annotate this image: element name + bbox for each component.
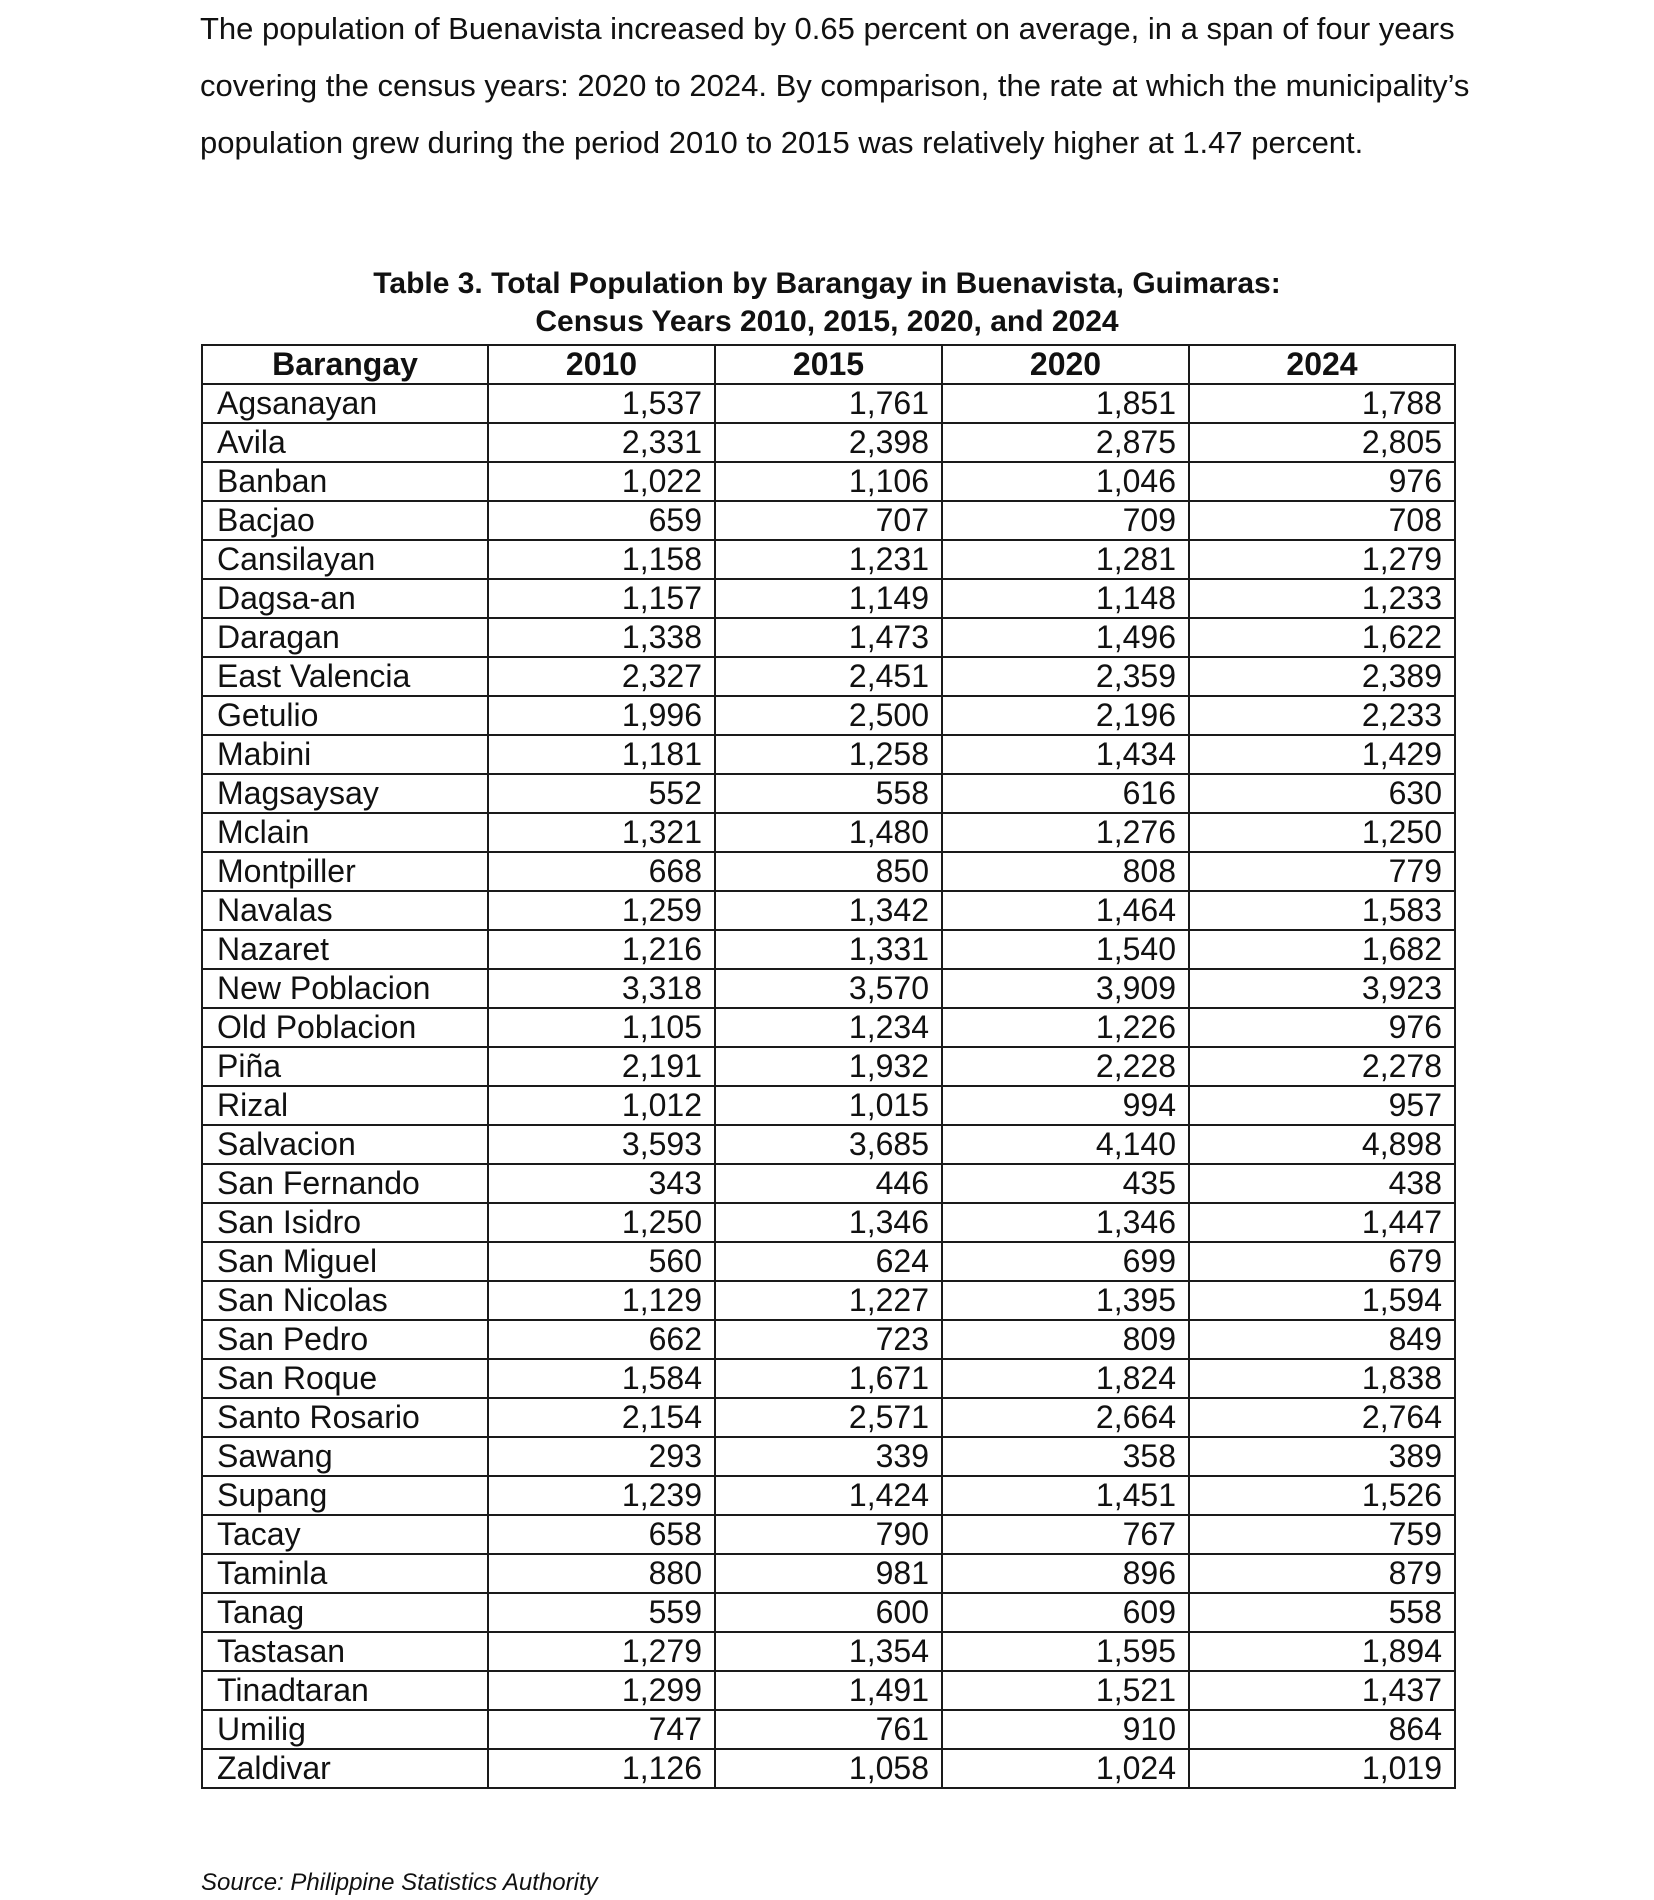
pop-2010: 3,593 bbox=[488, 1125, 715, 1164]
pop-2010: 1,157 bbox=[488, 579, 715, 618]
pop-2010: 2,327 bbox=[488, 657, 715, 696]
table-row bbox=[202, 1164, 1455, 1203]
barangay-name: Dagsa-an bbox=[202, 579, 488, 618]
pop-2010: 1,239 bbox=[488, 1476, 715, 1515]
barangay-name: Mclain bbox=[202, 813, 488, 852]
pop-2010: 1,158 bbox=[488, 540, 715, 579]
pop-2010: 1,338 bbox=[488, 618, 715, 657]
pop-2015: 1,354 bbox=[715, 1632, 942, 1671]
barangay-name: Old Poblacion bbox=[202, 1008, 488, 1047]
pop-2020: 1,281 bbox=[942, 540, 1189, 579]
table-row bbox=[202, 579, 1455, 618]
pop-2020: 809 bbox=[942, 1320, 1189, 1359]
pop-2010: 1,279 bbox=[488, 1632, 715, 1671]
pop-2020: 2,228 bbox=[942, 1047, 1189, 1086]
pop-2015: 1,342 bbox=[715, 891, 942, 930]
pop-2020: 2,875 bbox=[942, 423, 1189, 462]
pop-2024: 2,805 bbox=[1189, 423, 1455, 462]
pop-2015: 1,149 bbox=[715, 579, 942, 618]
pop-2015: 1,480 bbox=[715, 813, 942, 852]
pop-2024: 976 bbox=[1189, 1008, 1455, 1047]
pop-2010: 560 bbox=[488, 1242, 715, 1281]
table-row bbox=[202, 774, 1455, 813]
pop-2024: 3,923 bbox=[1189, 969, 1455, 1008]
barangay-name: Agsanayan bbox=[202, 384, 488, 423]
table-row bbox=[202, 1593, 1455, 1632]
pop-2024: 1,429 bbox=[1189, 735, 1455, 774]
pop-2010: 3,318 bbox=[488, 969, 715, 1008]
pop-2020: 1,824 bbox=[942, 1359, 1189, 1398]
barangay-name: Bacjao bbox=[202, 501, 488, 540]
barangay-name: Rizal bbox=[202, 1086, 488, 1125]
pop-2015: 1,227 bbox=[715, 1281, 942, 1320]
pop-2024: 1,583 bbox=[1189, 891, 1455, 930]
table-row bbox=[202, 735, 1455, 774]
pop-2010: 1,105 bbox=[488, 1008, 715, 1047]
pop-2010: 658 bbox=[488, 1515, 715, 1554]
pop-2020: 896 bbox=[942, 1554, 1189, 1593]
pop-2010: 1,126 bbox=[488, 1749, 715, 1788]
pop-2015: 790 bbox=[715, 1515, 942, 1554]
pop-2015: 446 bbox=[715, 1164, 942, 1203]
pop-2010: 293 bbox=[488, 1437, 715, 1476]
table-row bbox=[202, 1437, 1455, 1476]
table-row bbox=[202, 930, 1455, 969]
barangay-name: Avila bbox=[202, 423, 488, 462]
header-2015: 2015 bbox=[715, 345, 942, 384]
pop-2020: 1,434 bbox=[942, 735, 1189, 774]
table-caption-line-2: Census Years 2010, 2015, 2020, and 2024 bbox=[535, 305, 1119, 338]
pop-2024: 1,233 bbox=[1189, 579, 1455, 618]
pop-2024: 630 bbox=[1189, 774, 1455, 813]
pop-2010: 1,299 bbox=[488, 1671, 715, 1710]
pop-2010: 2,154 bbox=[488, 1398, 715, 1437]
pop-2015: 1,671 bbox=[715, 1359, 942, 1398]
pop-2015: 1,331 bbox=[715, 930, 942, 969]
barangay-name: Mabini bbox=[202, 735, 488, 774]
pop-2015: 1,473 bbox=[715, 618, 942, 657]
barangay-name: San Pedro bbox=[202, 1320, 488, 1359]
header-barangay: Barangay bbox=[202, 345, 488, 384]
barangay-name: Tanag bbox=[202, 1593, 488, 1632]
pop-2015: 761 bbox=[715, 1710, 942, 1749]
barangay-name: Piña bbox=[202, 1047, 488, 1086]
table-row bbox=[202, 540, 1455, 579]
pop-2015: 600 bbox=[715, 1593, 942, 1632]
pop-2020: 910 bbox=[942, 1710, 1189, 1749]
pop-2010: 1,321 bbox=[488, 813, 715, 852]
pop-2020: 699 bbox=[942, 1242, 1189, 1281]
table-row bbox=[202, 1359, 1455, 1398]
table-caption bbox=[200, 265, 1454, 341]
barangay-name: Cansilayan bbox=[202, 540, 488, 579]
pop-2015: 1,491 bbox=[715, 1671, 942, 1710]
barangay-name: San Fernando bbox=[202, 1164, 488, 1203]
pop-2015: 1,106 bbox=[715, 462, 942, 501]
barangay-name: Navalas bbox=[202, 891, 488, 930]
pop-2010: 2,331 bbox=[488, 423, 715, 462]
table-row bbox=[202, 1320, 1455, 1359]
barangay-name: Tacay bbox=[202, 1515, 488, 1554]
pop-2020: 2,664 bbox=[942, 1398, 1189, 1437]
pop-2024: 389 bbox=[1189, 1437, 1455, 1476]
table-row bbox=[202, 1203, 1455, 1242]
pop-2024: 708 bbox=[1189, 501, 1455, 540]
pop-2024: 1,447 bbox=[1189, 1203, 1455, 1242]
pop-2020: 1,046 bbox=[942, 462, 1189, 501]
pop-2010: 343 bbox=[488, 1164, 715, 1203]
pop-2015: 1,932 bbox=[715, 1047, 942, 1086]
table-row bbox=[202, 501, 1455, 540]
pop-2020: 435 bbox=[942, 1164, 1189, 1203]
pop-2020: 1,521 bbox=[942, 1671, 1189, 1710]
pop-2020: 1,148 bbox=[942, 579, 1189, 618]
pop-2015: 2,451 bbox=[715, 657, 942, 696]
pop-2024: 558 bbox=[1189, 1593, 1455, 1632]
barangay-name: Getulio bbox=[202, 696, 488, 735]
pop-2010: 880 bbox=[488, 1554, 715, 1593]
pop-2020: 1,540 bbox=[942, 930, 1189, 969]
population-table bbox=[201, 344, 1456, 1789]
pop-2024: 1,279 bbox=[1189, 540, 1455, 579]
pop-2010: 2,191 bbox=[488, 1047, 715, 1086]
header-2010: 2010 bbox=[488, 345, 715, 384]
pop-2020: 616 bbox=[942, 774, 1189, 813]
pop-2015: 1,234 bbox=[715, 1008, 942, 1047]
pop-2020: 358 bbox=[942, 1437, 1189, 1476]
pop-2024: 1,437 bbox=[1189, 1671, 1455, 1710]
pop-2010: 659 bbox=[488, 501, 715, 540]
pop-2015: 1,058 bbox=[715, 1749, 942, 1788]
barangay-name: San Miguel bbox=[202, 1242, 488, 1281]
pop-2020: 4,140 bbox=[942, 1125, 1189, 1164]
pop-2015: 339 bbox=[715, 1437, 942, 1476]
pop-2015: 2,398 bbox=[715, 423, 942, 462]
barangay-name: Magsaysay bbox=[202, 774, 488, 813]
header-2024: 2024 bbox=[1189, 345, 1455, 384]
pop-2010: 552 bbox=[488, 774, 715, 813]
pop-2020: 3,909 bbox=[942, 969, 1189, 1008]
pop-2020: 1,451 bbox=[942, 1476, 1189, 1515]
pop-2024: 864 bbox=[1189, 1710, 1455, 1749]
pop-2015: 2,571 bbox=[715, 1398, 942, 1437]
table-source: Source: Philippine Statistics Authority bbox=[201, 1869, 598, 1896]
table-row bbox=[202, 813, 1455, 852]
table-row bbox=[202, 1125, 1455, 1164]
barangay-name: Nazaret bbox=[202, 930, 488, 969]
barangay-name: Umilig bbox=[202, 1710, 488, 1749]
pop-2024: 879 bbox=[1189, 1554, 1455, 1593]
pop-2020: 808 bbox=[942, 852, 1189, 891]
pop-2010: 1,996 bbox=[488, 696, 715, 735]
barangay-name: San Isidro bbox=[202, 1203, 488, 1242]
table-row bbox=[202, 1281, 1455, 1320]
barangay-name: Tinadtaran bbox=[202, 1671, 488, 1710]
pop-2020: 1,395 bbox=[942, 1281, 1189, 1320]
pop-2015: 1,424 bbox=[715, 1476, 942, 1515]
table-row bbox=[202, 696, 1455, 735]
pop-2024: 1,622 bbox=[1189, 618, 1455, 657]
pop-2024: 1,894 bbox=[1189, 1632, 1455, 1671]
barangay-name: Salvacion bbox=[202, 1125, 488, 1164]
pop-2015: 1,015 bbox=[715, 1086, 942, 1125]
pop-2024: 2,278 bbox=[1189, 1047, 1455, 1086]
header-2020: 2020 bbox=[942, 345, 1189, 384]
pop-2024: 438 bbox=[1189, 1164, 1455, 1203]
table-row bbox=[202, 1047, 1455, 1086]
pop-2015: 3,570 bbox=[715, 969, 942, 1008]
pop-2010: 1,216 bbox=[488, 930, 715, 969]
table-header-row bbox=[202, 345, 1455, 384]
pop-2024: 2,233 bbox=[1189, 696, 1455, 735]
pop-2010: 1,012 bbox=[488, 1086, 715, 1125]
pop-2015: 850 bbox=[715, 852, 942, 891]
barangay-name: Santo Rosario bbox=[202, 1398, 488, 1437]
pop-2020: 709 bbox=[942, 501, 1189, 540]
pop-2024: 1,682 bbox=[1189, 930, 1455, 969]
pop-2015: 1,761 bbox=[715, 384, 942, 423]
pop-2010: 1,259 bbox=[488, 891, 715, 930]
pop-2020: 1,496 bbox=[942, 618, 1189, 657]
pop-2024: 2,389 bbox=[1189, 657, 1455, 696]
pop-2024: 4,898 bbox=[1189, 1125, 1455, 1164]
pop-2010: 1,022 bbox=[488, 462, 715, 501]
pop-2020: 1,851 bbox=[942, 384, 1189, 423]
pop-2020: 1,226 bbox=[942, 1008, 1189, 1047]
table-row bbox=[202, 1008, 1455, 1047]
pop-2010: 1,537 bbox=[488, 384, 715, 423]
table-row bbox=[202, 462, 1455, 501]
barangay-name: Montpiller bbox=[202, 852, 488, 891]
table-row bbox=[202, 618, 1455, 657]
table-row bbox=[202, 384, 1455, 423]
pop-2020: 2,359 bbox=[942, 657, 1189, 696]
pop-2020: 1,024 bbox=[942, 1749, 1189, 1788]
pop-2020: 767 bbox=[942, 1515, 1189, 1554]
pop-2024: 1,838 bbox=[1189, 1359, 1455, 1398]
pop-2010: 747 bbox=[488, 1710, 715, 1749]
barangay-name: New Poblacion bbox=[202, 969, 488, 1008]
pop-2024: 1,594 bbox=[1189, 1281, 1455, 1320]
pop-2020: 2,196 bbox=[942, 696, 1189, 735]
pop-2024: 957 bbox=[1189, 1086, 1455, 1125]
pop-2010: 1,181 bbox=[488, 735, 715, 774]
pop-2010: 662 bbox=[488, 1320, 715, 1359]
pop-2015: 723 bbox=[715, 1320, 942, 1359]
table-row bbox=[202, 1632, 1455, 1671]
pop-2020: 994 bbox=[942, 1086, 1189, 1125]
pop-2015: 1,346 bbox=[715, 1203, 942, 1242]
barangay-name: Sawang bbox=[202, 1437, 488, 1476]
table-caption-line-1: Table 3. Total Population by Barangay in Buenavista, Guimaras: bbox=[373, 267, 1281, 300]
pop-2010: 1,129 bbox=[488, 1281, 715, 1320]
table-row bbox=[202, 1398, 1455, 1437]
table-row bbox=[202, 852, 1455, 891]
pop-2015: 2,500 bbox=[715, 696, 942, 735]
barangay-name: Banban bbox=[202, 462, 488, 501]
barangay-name: San Nicolas bbox=[202, 1281, 488, 1320]
pop-2015: 1,258 bbox=[715, 735, 942, 774]
barangay-name: Taminla bbox=[202, 1554, 488, 1593]
table-row bbox=[202, 1710, 1455, 1749]
barangay-name: Tastasan bbox=[202, 1632, 488, 1671]
table-row bbox=[202, 1671, 1455, 1710]
pop-2024: 2,764 bbox=[1189, 1398, 1455, 1437]
pop-2024: 1,250 bbox=[1189, 813, 1455, 852]
pop-2020: 1,595 bbox=[942, 1632, 1189, 1671]
table-row bbox=[202, 1554, 1455, 1593]
pop-2024: 849 bbox=[1189, 1320, 1455, 1359]
pop-2020: 609 bbox=[942, 1593, 1189, 1632]
pop-2015: 707 bbox=[715, 501, 942, 540]
intro-paragraph: The population of Buenavista increased by 0.65 percent on average, in a span of four years covering the census years: 2020 to 2024. By comparison, the rate at which the municipality’s population grew during the period 2010 to 2015 was relatively higher at 1.47 percent. bbox=[200, 11, 1470, 160]
pop-2015: 1,231 bbox=[715, 540, 942, 579]
pop-2020: 1,276 bbox=[942, 813, 1189, 852]
pop-2010: 559 bbox=[488, 1593, 715, 1632]
table-row bbox=[202, 1749, 1455, 1788]
pop-2010: 1,584 bbox=[488, 1359, 715, 1398]
pop-2024: 1,019 bbox=[1189, 1749, 1455, 1788]
pop-2015: 558 bbox=[715, 774, 942, 813]
table-row bbox=[202, 1242, 1455, 1281]
table-row bbox=[202, 891, 1455, 930]
table-row bbox=[202, 969, 1455, 1008]
barangay-name: East Valencia bbox=[202, 657, 488, 696]
table-body bbox=[202, 384, 1455, 1788]
pop-2024: 1,526 bbox=[1189, 1476, 1455, 1515]
pop-2015: 981 bbox=[715, 1554, 942, 1593]
pop-2024: 779 bbox=[1189, 852, 1455, 891]
pop-2010: 668 bbox=[488, 852, 715, 891]
barangay-name: San Roque bbox=[202, 1359, 488, 1398]
pop-2024: 976 bbox=[1189, 462, 1455, 501]
barangay-name: Daragan bbox=[202, 618, 488, 657]
pop-2024: 1,788 bbox=[1189, 384, 1455, 423]
pop-2024: 759 bbox=[1189, 1515, 1455, 1554]
pop-2020: 1,346 bbox=[942, 1203, 1189, 1242]
pop-2024: 679 bbox=[1189, 1242, 1455, 1281]
pop-2020: 1,464 bbox=[942, 891, 1189, 930]
pop-2010: 1,250 bbox=[488, 1203, 715, 1242]
table-row bbox=[202, 1086, 1455, 1125]
table-row bbox=[202, 1476, 1455, 1515]
pop-2015: 3,685 bbox=[715, 1125, 942, 1164]
table-row bbox=[202, 423, 1455, 462]
barangay-name: Supang bbox=[202, 1476, 488, 1515]
table-row bbox=[202, 1515, 1455, 1554]
barangay-name: Zaldivar bbox=[202, 1749, 488, 1788]
table-row bbox=[202, 657, 1455, 696]
pop-2015: 624 bbox=[715, 1242, 942, 1281]
